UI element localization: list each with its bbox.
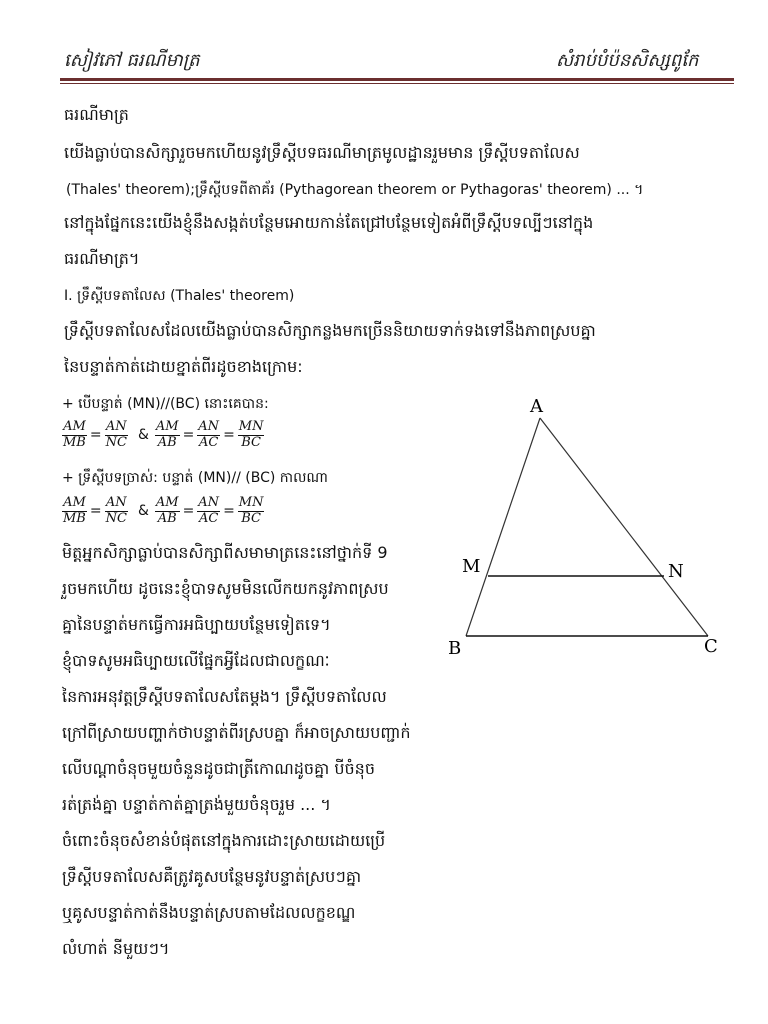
theorem-statement: + បើបន្ទាត់ (MN)//(BC) នោះគេបាន:: [62, 396, 269, 412]
point-label-m: M: [462, 556, 481, 577]
fraction: $\frac{AN}{AC}$: [198, 419, 220, 450]
paragraph-line: ខ្ញុំបាទសូមអធិប្បាយលើផ្នែកអ្វីដែលជាលក្ខណៈ: [62, 651, 330, 670]
vertex-label-a: A: [530, 396, 543, 417]
paragraph-line: ចំពោះចំនុចសំខាន់បំផុតនៅក្នុងការដោះស្រាយដោយប្រើ: [62, 831, 386, 850]
thales-formula: $\frac{AM}{MB}$ = $\frac{AN}{NC}$ & $\frac{AM}{AB}$ = $\frac{AN}{AC}$ = $\frac{MN}{BC}$: [63, 419, 264, 450]
paragraph-line: លើបណ្តាចំនុចមួយចំនួនដូចជាត្រីកោណដូចគ្នា បីចំនុច: [62, 759, 375, 778]
header-title-left: សៀវភៅ ធរណីមាត្រ: [64, 50, 200, 71]
fraction: $\frac{AM}{AB}$: [155, 495, 179, 526]
converse-statement: + ទ្រឹស្តីបទច្រាស់: បន្ទាត់ (MN)// (BC) កាលណា: [62, 470, 328, 486]
converse-formula: $\frac{AM}{MB}$ = $\frac{AN}{NC}$ & $\frac{AM}{AB}$ = $\frac{AN}{AC}$ = $\frac{MN}{BC}$: [63, 495, 264, 526]
side-ac: [540, 418, 708, 636]
header-rule: [60, 78, 734, 81]
fraction: $\frac{AM}{AB}$: [155, 419, 179, 450]
paragraph-line: នៅក្នុងផ្នែកនេះយើងខ្ញុំនឹងសង្កត់បន្ថែមអោយកាន់តែជ្រៅបន្ថែមទៀតអំពីទ្រឹស្តីបទល្បីៗនៅក្នុង: [64, 213, 594, 232]
paragraph-line: មិត្តអ្នកសិក្សាធ្លាប់បានសិក្សាពីសមាមាត្រនេះនៅថ្នាក់ទី 9: [62, 543, 388, 562]
fraction: $\frac{MN}{BC}$: [238, 419, 264, 450]
paragraph-line: យើងធ្លាប់បានសិក្សារួចមកហើយនូវទ្រឹស្តីបទធរណីមាត្រមូលដ្ឋានរួមមាន ទ្រឹស្តីបទតាលែស: [64, 143, 580, 162]
paragraph-line: នៃការអនុវត្តទ្រឹស្តីបទតាលែសតែម្តង។ ទ្រឹស្តីបទតាលែល: [62, 687, 387, 706]
vertex-label-c: C: [704, 636, 718, 657]
paragraph-line: ធរណីមាត្រ។: [64, 249, 140, 268]
paragraph-line: ក្រៅពីស្រាយបញ្ហាក់ថាបន្ទាត់ពីរស្របគ្នា ក៏អាចស្រាយបញ្ជាក់: [62, 723, 411, 742]
paragraph-line: ឬគូសបន្ទាត់កាត់នឹងបន្ទាត់ស្របតាមដែលលក្ខខណ្ឌ: [62, 903, 356, 922]
vertex-label-b: B: [448, 638, 462, 659]
paragraph-line: លំហាត់ នីមួយៗ។: [62, 939, 170, 958]
paragraph-line: គ្នានៃបន្ទាត់មកធ្វើការអធិប្បាយបន្ថែមទៀតទេ។: [62, 615, 331, 634]
paragraph-line: នៃបន្ទាត់កាត់ដោយខ្នាត់ពីរដូចខាងក្រោម:: [64, 357, 303, 376]
paragraph-line: ទ្រឹស្តីបទតាលែសដែលយើងធ្លាប់បានសិក្សាកន្លងមកច្រើននិយាយទាក់ទងទៅនឹងភាពស្របគ្នា: [64, 321, 596, 340]
fraction: $\frac{AM}{MB}$: [63, 495, 86, 526]
paragraph-line: រួចមកហើយ ដូចនេះខ្ញុំបាទសូមមិនលើកយកនូវភាពស្រប: [62, 579, 389, 598]
fraction: $\frac{AN}{NC}$: [105, 419, 127, 450]
paragraph-line: រត់ត្រង់គ្នា បន្ទាត់កាត់គ្នាត្រង់មួយចំនុចរួម ... ។: [62, 795, 331, 814]
fraction: $\frac{AN}{NC}$: [105, 495, 127, 526]
section-heading: ធរណីមាត្រ: [64, 105, 129, 124]
fraction: $\frac{MN}{BC}$: [238, 495, 264, 526]
fraction: $\frac{AN}{AC}$: [198, 495, 220, 526]
header-rule-thin: [60, 83, 734, 84]
header-title-right: សំរាប់បំប៉នសិស្សពូកែ: [556, 50, 699, 71]
paragraph-line: ទ្រឹស្តីបទតាលែសគឺត្រូវគូសបន្ថែមនូវបន្ទាត់ស្របៗគ្នា: [62, 867, 362, 886]
thales-triangle-figure: [440, 390, 740, 670]
theorem-heading: I. ទ្រឹស្តីបទតាលែស (Thales' theorem): [64, 288, 295, 304]
side-ab: [466, 418, 540, 636]
point-label-n: N: [668, 561, 684, 582]
paragraph-line: (Thales' theorem);ទ្រឹស្តីបទពីតាគ័រ (Pythagorean theorem or Pythagoras' theorem) ... ។: [66, 182, 644, 198]
fraction: $\frac{AM}{MB}$: [63, 419, 86, 450]
